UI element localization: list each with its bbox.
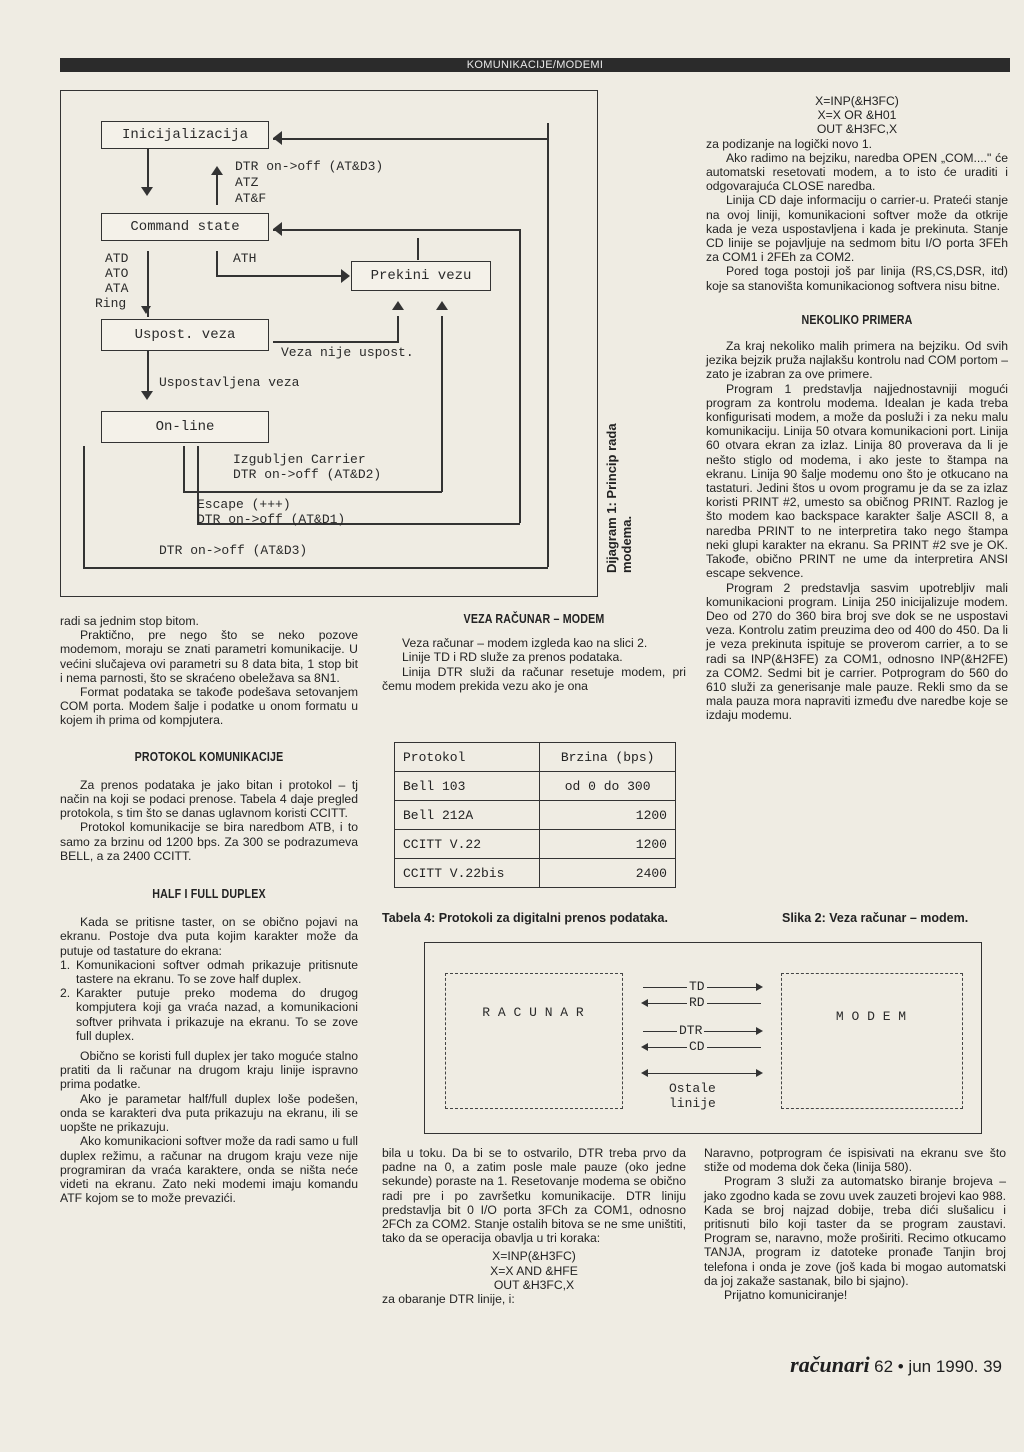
code-line: OUT &H3FC,X [816, 122, 898, 137]
code-line: X=INP(&H3FC) [815, 94, 899, 108]
table-cell: Bell 212A [395, 801, 540, 830]
paragraph: Program 2 predstavlja sasvim upotrebljiv mali komunikacioni program. Linija 250 inicijalizuje modem. Deo od 270 do 360 bira broj sve dok se ne uspostavi veza. Kontrolu zatim preuzima deo od 400 do 450. Da li je veza prekinuta ispituje se proverom carrier, a to se radi sa INP(&H3FE) za COM1, odnosno INP(&H2FE) za COM2. Sedmi bit je carrier. Potprogram do 560 do 610 služi za generisanje male pauze. Rekli smo da se mala pauza mora napraviti između dve naredbe koje se izdaju modemu. [706, 580, 1008, 723]
label-ata: ATA [105, 281, 129, 296]
paragraph: Ako komunikacioni softver može da radi samo u full duplex režimu, a računar na drugom kraju veze nije programiran da vraća karaktere, onda se ništa neće videti na ekranu. Zato neki modemi imaju komandu ATF kojom se to može prevazići. [60, 1134, 358, 1206]
figure-2-caption: Slika 2: Veza računar – modem. [782, 911, 969, 925]
paragraph: Obično se koristi full duplex jer tako moguće stalno pratiti da li računar na drugom kraju linije ispravno prima podatke. [60, 1049, 358, 1092]
code-line: X=X OR &H01 [817, 108, 897, 123]
td-label: TD [689, 979, 705, 994]
table-cell: CCITT V.22 [395, 830, 540, 859]
section-heading: PROTOKOL KOMUNIKACIJE [134, 748, 284, 764]
paragraph: Ako radimo na bejziku, naredba OPEN „COM...." će automatski resetovati modem, a to isto će uraditi i odgovarajuća CLOSE naredba. [706, 150, 1008, 194]
computer-box [445, 973, 623, 1109]
paragraph: Za kraj nekoliko malih primera na bejziku. Od svih jezika bejzik pruža najlakšu kontrolu nad COM portom – zato je izabran za ove primere. [706, 339, 1008, 382]
rd-label: RD [689, 995, 705, 1010]
code-line: X=INP(&H3FC) [492, 1249, 576, 1264]
label-atz: ATZ [235, 175, 259, 190]
label-dtr-d3: DTR on->off (AT&D3) [235, 159, 384, 174]
paragraph: Veza računar – modem izgleda kao na slici 2. [402, 636, 648, 651]
paragraph: Kada se pritisne taster, on se obično pojavi na ekranu. Postoje dva puta kojim karakter može da putuje od tastature do ekrana: [60, 915, 358, 958]
diagram-1-caption: Dijagram 1: Princip rada modema. [604, 423, 634, 573]
paragraph: Linija CD daje informaciju o carrier-u. Prateći stanje na ovoj liniji, komunikacioni softver može da otkrije kada je veza uspostavljena i kada je prekinuta. Stanje CD linije se pojavljuje na sedmom bitu I/O porta 3FEh za COM1 i 2FEh za COM2. [706, 193, 1008, 265]
label-dtr-d1: DTR on->off (AT&D1) [197, 512, 346, 527]
computer-label: R A C U N A R [482, 1005, 584, 1020]
table-header-row [395, 743, 676, 772]
table-cell: od 0 do 300 [540, 772, 676, 801]
label-ring: Ring [95, 296, 127, 311]
label-ath: ATH [233, 251, 257, 266]
code-line: OUT &H3FC,X [493, 1277, 575, 1292]
paragraph: Linije TD i RD služe za prenos podataka. [402, 650, 623, 665]
table-cell: 1200 [540, 830, 676, 859]
left-column [60, 614, 358, 1205]
box-inicijalizacija: Inicijalizacija [101, 121, 269, 149]
numbered-list [60, 958, 358, 1043]
paragraph: Program 3 služi za automatsko biranje brojeva – jako zgodno kada se zovu uvek zauzeti brojevi kao 988. Kada se broj najzad dobije, treba dići slušalicu i pritisnuti bilo koji taster da se program zaustavi. Program se, naravno, može proširiti. Recimo otkucamo TANJA, program iz datoteke pronađe Tanjin broj telefona i onda je zove (još kada bi mogao automatski da joj zakaže sastanak, bilo bi sjajno). [704, 1174, 1006, 1288]
list-number: 2. [60, 986, 71, 1001]
table-cell: 1200 [540, 801, 676, 830]
table-row [395, 859, 676, 888]
other-lines-label-2: linije [669, 1096, 716, 1111]
code-line: X=X AND &HFE [490, 1263, 578, 1278]
list-item [60, 986, 358, 1043]
paragraph: Pored toga postoji još par linija (RS,CS,DSR, itd) koje sa stanovišta komunikacionog softvera nisu bitne. [706, 264, 1008, 293]
right-top-column [706, 94, 1008, 723]
paragraph: Format podataka se takođe podešava setovanjem COM porta. Modem šalje i podatke u onom formatu u kojem ih prima od kompjutera. [60, 685, 358, 728]
table-header-cell: Protokol [395, 743, 540, 772]
paragraph: za podizanje na logički novo 1. [706, 136, 872, 151]
magazine-logo: računari [790, 1352, 870, 1377]
label-ato: ATO [105, 266, 129, 281]
box-uspost-veza: Uspost. veza [101, 319, 269, 351]
table-row [395, 801, 676, 830]
modem-label: M O D E M [835, 1009, 907, 1024]
modem-box [781, 973, 963, 1109]
section-heading: NEKOLIKO PRIMERA [801, 311, 913, 327]
dtr-label: DTR [679, 1023, 703, 1038]
table-row [395, 772, 676, 801]
paragraph: radi sa jednim stop bitom. [60, 614, 199, 628]
bottom-right-column [704, 1146, 1006, 1302]
paragraph: Praktično, pre nego što se neko pozove modemom, moraju se znati parametri komunikacije. U većini slučajeva ovi parametri su 8 data bita, 1 stop bit i nema parnosti, što se skraćeno obeležava sa 8N1. [60, 628, 358, 685]
label-escape: Escape (+++) [197, 497, 291, 512]
table-cell: 2400 [540, 859, 676, 888]
bottom-center-column [382, 1146, 686, 1306]
list-number: 1. [60, 957, 71, 972]
issue-info: 62 • jun 1990. 39 [874, 1357, 1002, 1376]
box-command-state: Command state [101, 213, 269, 241]
paragraph: Za prenos podataka je jako bitan i protokol – tj način na koji se podaci prenose. Tabela 4 daje pregled protokola, s tim što se danas uglavnom koristi CCITT. [60, 777, 358, 821]
figure-2 [424, 942, 982, 1134]
list-text: Komunikacioni softver odmah prikazuje pritisnute tastere na ekranu. To se zove half duplex. [76, 957, 358, 987]
footer [790, 1352, 1002, 1378]
section-heading: HALF I FULL DUPLEX [152, 886, 266, 902]
section-header: KOMUNIKACIJE/MODEMI [60, 58, 1010, 72]
paragraph: bila u toku. Da bi se to ostvarilo, DTR treba prvo da padne na 0, a zatim posle male pauze (oko jedne sekunde) poraste na 1. Resetovanje modema se obično radi pre i po završetku komunikacije. DTR liniju predstavlja bit 0 I/O porta 3FCh za COM1, odnosno 2FCh za COM2. Stanje ostalih bitova se ne sme uništiti, tako da se operacija obavlja u tri koraka: [382, 1146, 686, 1246]
box-prekini-vezu: Prekini vezu [351, 261, 491, 291]
label-izgubljen-carrier: Izgubljen Carrier [233, 452, 366, 467]
paragraph: Linija DTR služi da računar resetuje modem, pri čemu modem prekida vezu ako je ona [382, 664, 686, 693]
table-caption: Tabela 4: Protokoli za digitalni prenos podataka. [382, 911, 668, 925]
label-atf: AT&F [235, 191, 267, 206]
table-cell: Bell 103 [395, 772, 540, 801]
box-on-line: On-line [101, 411, 269, 443]
paragraph: Program 1 predstavlja najjednostavniji mogući program za kontrolu modema. Idealan je kada treba konfigurisati modem, a može da posluži i za neku malu komunikaciju. Linija 50 otvara komunikacioni port. Linija 60 otvara ekran za izlaz. Linija 80 proverava da li je nešto stiglo od modema, i ako jeste to štampa na ekranu. Linija 90 šalje modemu ono što je otkucano na tastaturi. Jedini štos u ovom programu je da se za izlaz koristi PRINT #2, umesto sa običnog PRINT. Razlog je što modem kao backspace karakter šalje ASCII 8, a naredba PRINT to ne interpretira tako nego štampa neki glupi karakter na ekranu. Sa PRINT #2 sve je OK. Takođe, obično PRINT ne ume da interpretira ANSI escape sekvence. [706, 381, 1008, 581]
label-dtr-d3-bottom: DTR on->off (AT&D3) [159, 543, 308, 558]
label-uspostavljena-veza: Uspostavljena veza [159, 375, 300, 390]
label-dtr-d2: DTR on->off (AT&D2) [233, 467, 382, 482]
list-item [60, 958, 358, 986]
cd-label: CD [689, 1039, 705, 1054]
table-row [395, 830, 676, 859]
paragraph: Naravno, potprogram će ispisivati na ekranu sve što stiže od modema dok čeka (linija 580). [704, 1146, 1006, 1175]
table-cell: CCITT V.22bis [395, 859, 540, 888]
paragraph: za obaranje DTR linije, i: [382, 1292, 515, 1307]
diagram-1 [60, 90, 598, 597]
section-heading: VEZA RAČUNAR – MODEM [463, 611, 605, 626]
list-text: Karakter putuje preko modema do drugog kompjutera koji ga vraća nazad, a komunikacioni softver prihvata i prikazuje na ekranu. To se zove full duplex. [76, 986, 358, 1043]
label-atd: ATD [105, 251, 129, 266]
paragraph: Prijatno komuniciranje! [724, 1288, 848, 1303]
paragraph: Ako je parametar half/full duplex loše podešen, onda se karakteri dva puta prikazuju na ekranu, ili se uopšte ne prikazuju. [60, 1091, 358, 1135]
paragraph: Protokol komunikacije se bira naredbom ATB, i to samo za brzinu od 1200 bps. Za 300 se podrazumeva BELL, a za 2400 CCITT. [60, 820, 358, 863]
other-lines-label-1: Ostale [669, 1081, 716, 1096]
label-veza-nije-uspost: Veza nije uspost. [281, 345, 414, 360]
center-column [382, 612, 686, 693]
protocol-table [394, 742, 676, 888]
table-header-cell: Brzina (bps) [540, 743, 676, 772]
